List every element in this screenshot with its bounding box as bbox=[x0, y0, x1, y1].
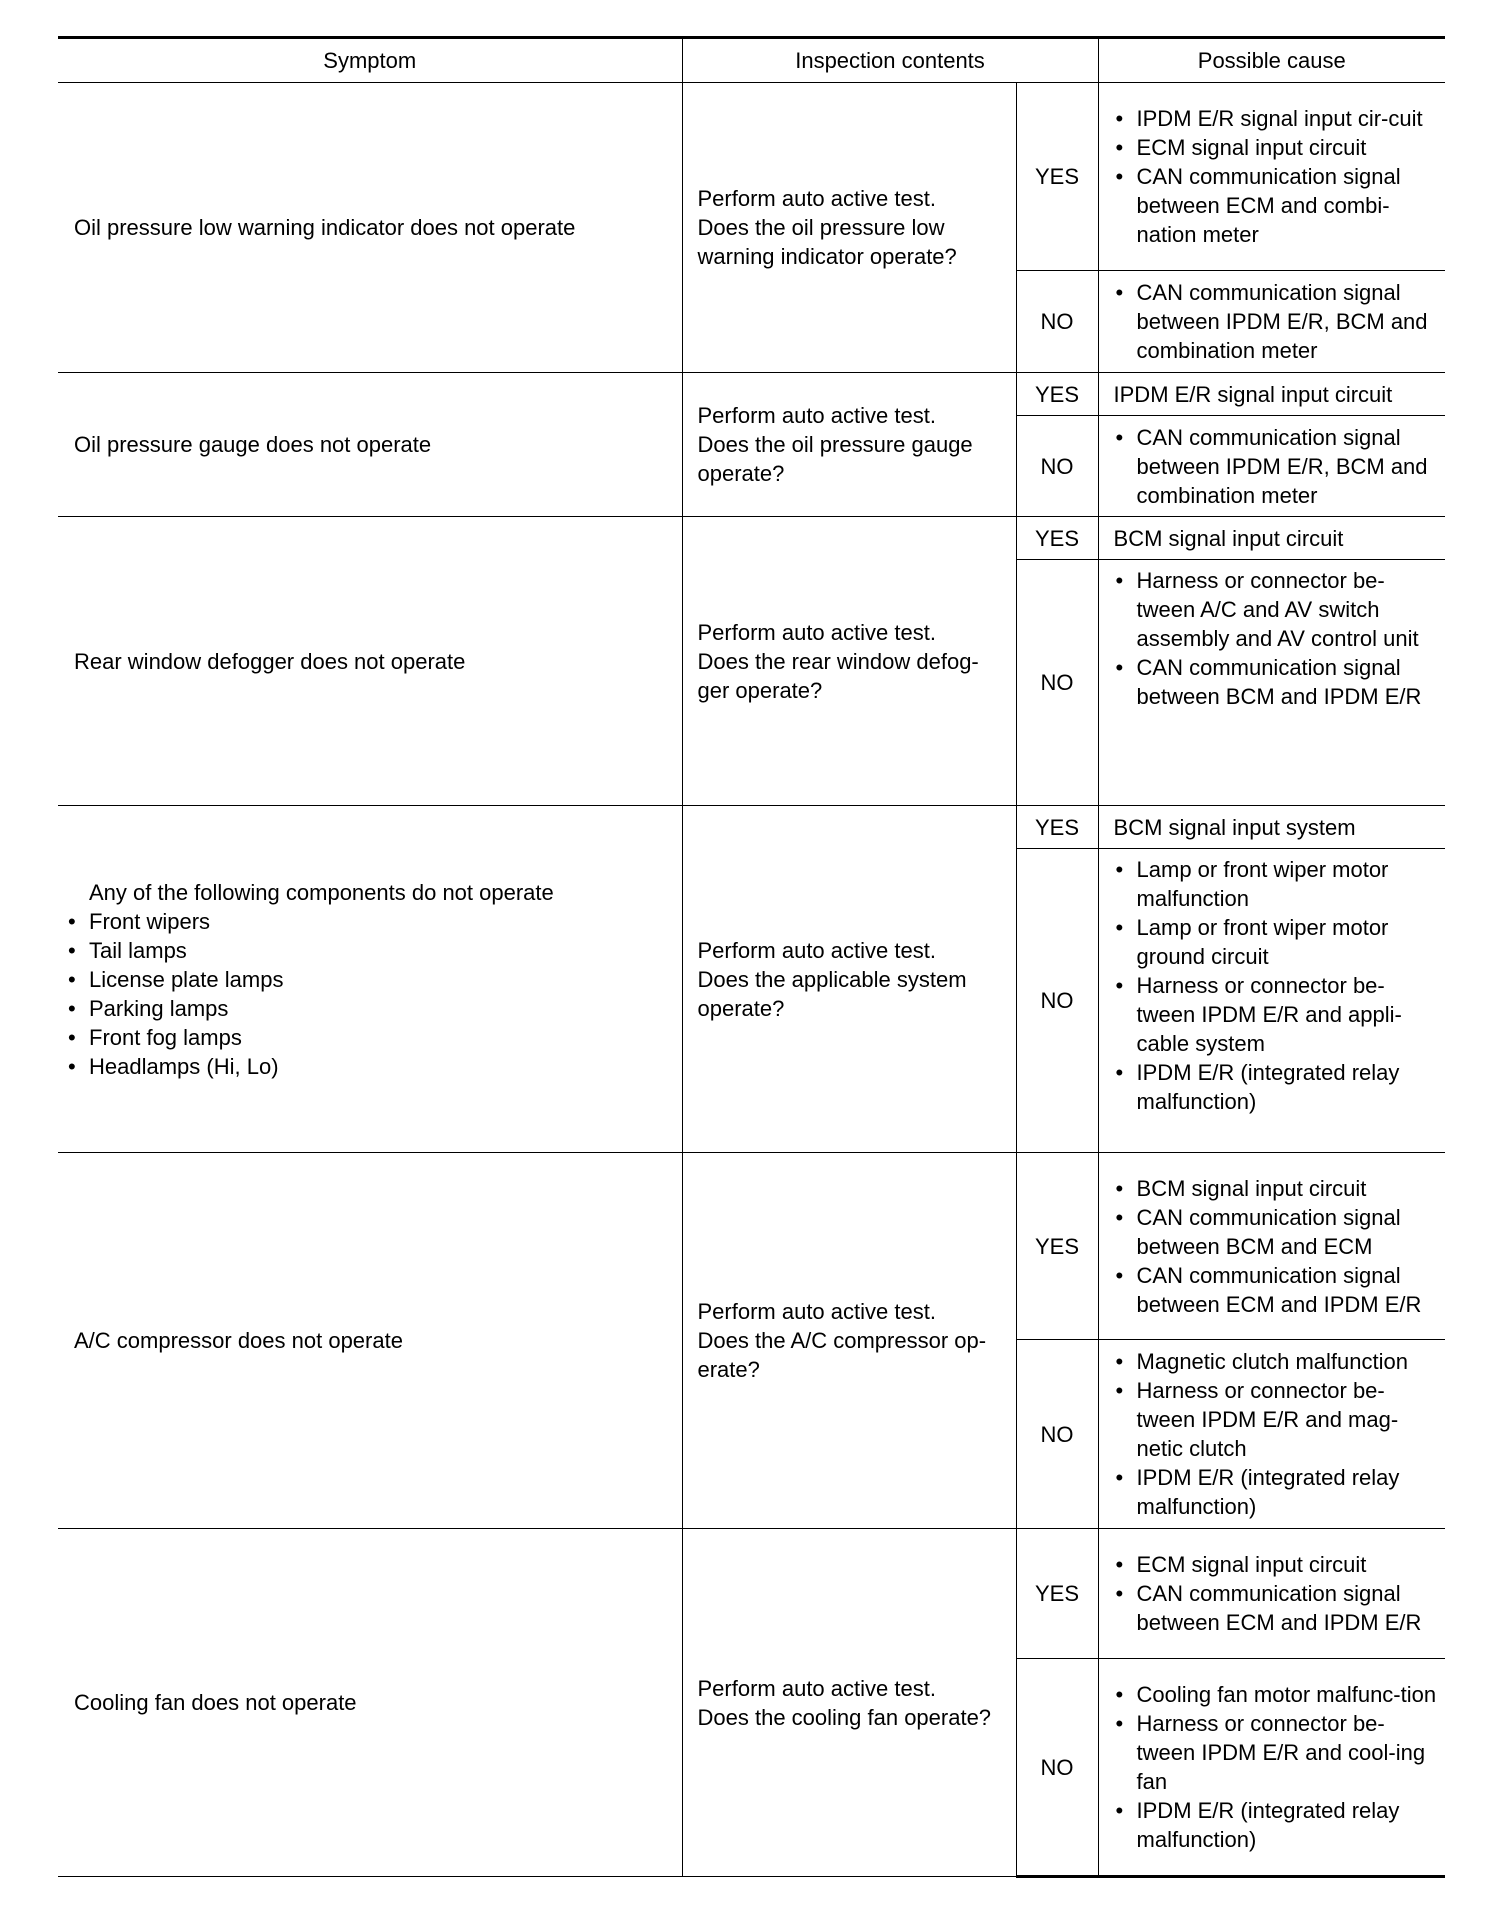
inspection-cell bbox=[682, 83, 1016, 373]
cause-item: • IPDM E/R (integrated relay malfunction) bbox=[1114, 1463, 1440, 1521]
inspection-line: Perform auto active test. bbox=[697, 1299, 936, 1324]
inspection-line: operate? bbox=[697, 461, 785, 486]
cause-item: • CAN communication signal between ECM and combi-nation meter bbox=[1114, 162, 1440, 249]
cause-item: • BCM signal input circuit bbox=[1114, 1174, 1440, 1203]
yes-label: YES bbox=[1016, 517, 1098, 560]
table-row bbox=[58, 517, 1445, 560]
no-cause-cell bbox=[1098, 560, 1445, 806]
cause-item: • IPDM E/R (integrated relay malfunction) bbox=[1114, 1796, 1440, 1854]
inspection-cell bbox=[682, 373, 1016, 517]
cause-item: • Harness or connector be-tween A/C and AV switch assembly and AV control unit bbox=[1114, 566, 1440, 653]
cause-item: • Lamp or front wiper motor ground circuit bbox=[1114, 913, 1440, 971]
inspection-line: Does the oil pressure low bbox=[697, 215, 945, 240]
yes-label: YES bbox=[1016, 83, 1098, 271]
diagnosis-table bbox=[58, 36, 1445, 1878]
symptom-item: • Parking lamps bbox=[66, 994, 674, 1023]
cause-item: • ECM signal input circuit bbox=[1114, 133, 1440, 162]
yes-cause-cell bbox=[1098, 1153, 1445, 1340]
inspection-cell bbox=[682, 1153, 1016, 1529]
inspection-header: Inspection contents bbox=[682, 38, 1098, 83]
symptom-item: • License plate lamps bbox=[66, 965, 674, 994]
no-label: NO bbox=[1016, 1340, 1098, 1529]
no-cause-cell bbox=[1098, 271, 1445, 373]
inspection-line: warning indicator operate? bbox=[697, 244, 957, 269]
symptom-lead: Any of the following components do not operate bbox=[89, 879, 554, 905]
table-row bbox=[58, 83, 1445, 271]
inspection-line: Perform auto active test. bbox=[697, 619, 936, 645]
inspection-line: Does the cooling fan operate? bbox=[697, 1704, 992, 1730]
no-cause-cell bbox=[1098, 1659, 1445, 1877]
cause-item: • IPDM E/R signal input cir-cuit bbox=[1114, 104, 1440, 133]
inspection-line: ger operate? bbox=[697, 677, 823, 703]
symptom-cell: Rear window defogger does not operate bbox=[58, 517, 682, 806]
no-label: NO bbox=[1016, 416, 1098, 517]
symptom-item: • Tail lamps bbox=[66, 936, 674, 965]
no-label: NO bbox=[1016, 271, 1098, 373]
inspection-line: operate? bbox=[697, 995, 785, 1021]
table-header-row bbox=[58, 38, 1445, 83]
symptom-cell: Oil pressure low warning indicator does not operate bbox=[58, 83, 682, 373]
symptom-cell: A/C compressor does not operate bbox=[58, 1153, 682, 1529]
inspection-line: Does the applicable system bbox=[697, 966, 967, 992]
table-row bbox=[58, 1529, 1445, 1659]
inspection-cell bbox=[682, 1529, 1016, 1877]
yes-cause-cell bbox=[1098, 83, 1445, 271]
cause-item: • Harness or connector be-tween IPDM E/R and mag-netic clutch bbox=[1114, 1376, 1440, 1463]
inspection-line: Perform auto active test. bbox=[697, 403, 936, 428]
symptom-item: • Front wipers bbox=[66, 907, 674, 936]
symptom-header: Symptom bbox=[58, 38, 682, 83]
yes-label: YES bbox=[1016, 1529, 1098, 1659]
cause-item: • Harness or connector be-tween IPDM E/R and cool-ing fan bbox=[1114, 1709, 1440, 1796]
cause-item: • IPDM E/R (integrated relay malfunction) bbox=[1114, 1058, 1440, 1116]
no-cause-cell bbox=[1098, 416, 1445, 517]
cause-item: • CAN communication signal between ECM and IPDM E/R bbox=[1114, 1261, 1440, 1319]
table-row bbox=[58, 1153, 1445, 1340]
inspection-cell bbox=[682, 806, 1016, 1153]
cause-item: • CAN communication signal between IPDM E/R, BCM and combination meter bbox=[1114, 278, 1440, 365]
symptom-cell: Oil pressure gauge does not operate bbox=[58, 373, 682, 517]
cause-item: • CAN communication signal between BCM and IPDM E/R bbox=[1114, 653, 1440, 711]
cause-item: • Cooling fan motor malfunc-tion bbox=[1114, 1680, 1440, 1709]
cause-item: • CAN communication signal between BCM and ECM bbox=[1114, 1203, 1440, 1261]
inspection-line: Perform auto active test. bbox=[697, 1675, 936, 1701]
symptom-cell: Cooling fan does not operate bbox=[58, 1529, 682, 1877]
inspection-cell bbox=[682, 517, 1016, 806]
cause-item: • Lamp or front wiper motor malfunction bbox=[1114, 855, 1440, 913]
cause-item: • CAN communication signal between ECM and IPDM E/R bbox=[1114, 1579, 1440, 1637]
cause-item: • Magnetic clutch malfunction bbox=[1114, 1347, 1440, 1376]
yes-cause-cell: BCM signal input circuit bbox=[1098, 517, 1445, 560]
yes-cause-cell: IPDM E/R signal input circuit bbox=[1098, 373, 1445, 416]
inspection-line: Perform auto active test. bbox=[697, 186, 936, 211]
no-label: NO bbox=[1016, 560, 1098, 806]
symptom-item: • Headlamps (Hi, Lo) bbox=[66, 1052, 674, 1081]
inspection-line: erate? bbox=[697, 1357, 760, 1382]
cause-item: • Harness or connector be-tween IPDM E/R and appli-cable system bbox=[1114, 971, 1440, 1058]
cause-header: Possible cause bbox=[1098, 38, 1445, 83]
no-label: NO bbox=[1016, 1659, 1098, 1877]
no-label: NO bbox=[1016, 849, 1098, 1153]
inspection-line: Perform auto active test. bbox=[697, 937, 936, 963]
no-cause-cell bbox=[1098, 1340, 1445, 1529]
table-row bbox=[58, 373, 1445, 416]
inspection-line: Does the oil pressure gauge bbox=[697, 432, 973, 457]
cause-item: • CAN communication signal between IPDM E/R, BCM and combination meter bbox=[1114, 423, 1440, 510]
symptom-cell bbox=[58, 806, 682, 1153]
cause-item: • ECM signal input circuit bbox=[1114, 1550, 1440, 1579]
inspection-line: Does the rear window defog- bbox=[697, 648, 979, 674]
table-row bbox=[58, 806, 1445, 849]
inspection-line: Does the A/C compressor op- bbox=[697, 1328, 987, 1353]
yes-cause-cell bbox=[1098, 1529, 1445, 1659]
yes-label: YES bbox=[1016, 806, 1098, 849]
yes-cause-cell: BCM signal input system bbox=[1098, 806, 1445, 849]
no-cause-cell bbox=[1098, 849, 1445, 1153]
yes-label: YES bbox=[1016, 1153, 1098, 1340]
yes-label: YES bbox=[1016, 373, 1098, 416]
symptom-item: • Front fog lamps bbox=[66, 1023, 674, 1052]
